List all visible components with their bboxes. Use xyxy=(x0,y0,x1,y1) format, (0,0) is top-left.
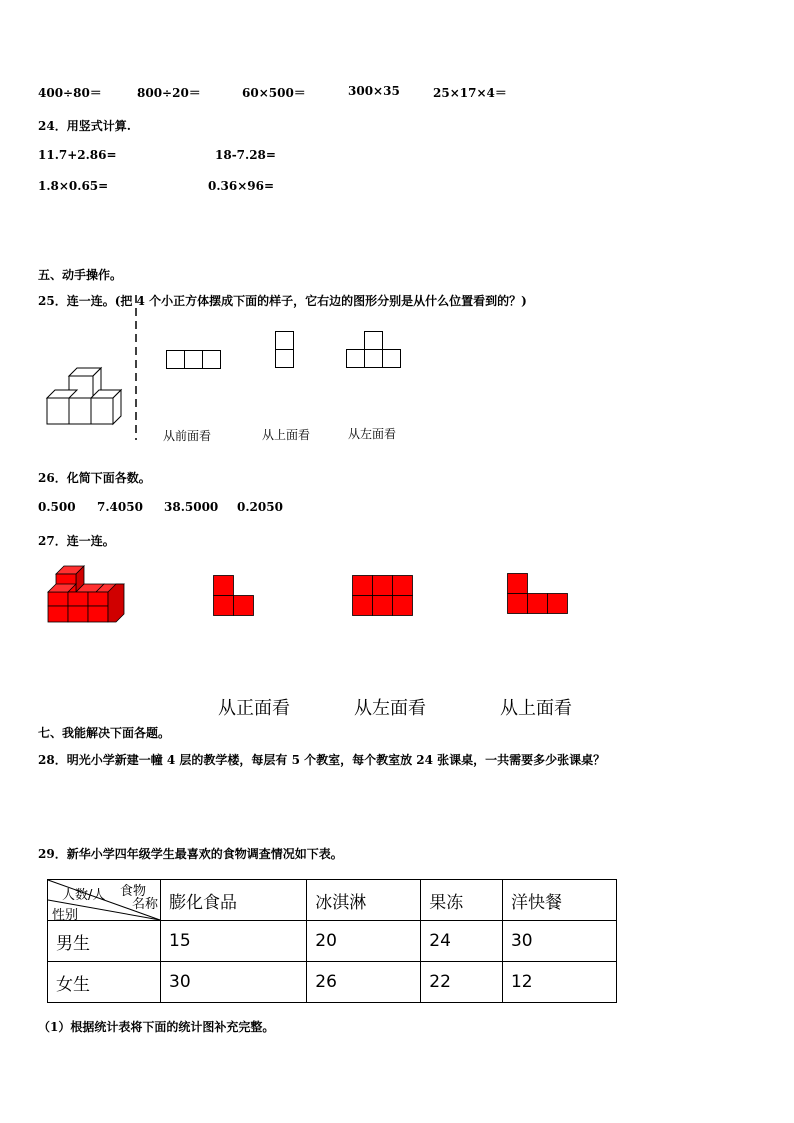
table-row xyxy=(48,921,617,962)
table-cell: 30 xyxy=(502,921,616,962)
corner-label-gender: 性别 xyxy=(52,908,79,923)
oral-expr-1: 400÷80＝ xyxy=(38,86,102,100)
table-corner-cell xyxy=(48,880,161,921)
red-cube-stack xyxy=(46,564,128,624)
view-t-shape xyxy=(346,331,404,371)
food-survey-table xyxy=(47,879,617,1003)
table-cell: 30 xyxy=(161,962,307,1003)
table-header-row xyxy=(48,880,617,921)
q24-title: 24．用竖式计算. xyxy=(38,119,131,133)
q27-label-left: 从左面看 xyxy=(354,698,426,719)
q26-number-3: 38.5000 xyxy=(164,500,219,514)
oral-expr-3: 60×500＝ xyxy=(242,86,306,100)
table-cell: 20 xyxy=(307,921,421,962)
row-label: 男生 xyxy=(48,921,161,962)
cube-stack-figure xyxy=(45,368,125,428)
section-7-heading: 七、我能解决下面各题。 xyxy=(38,726,171,740)
q24-item-4: 0.36×96= xyxy=(208,179,275,193)
q25-label-left: 从左面看 xyxy=(348,427,397,441)
q25-label-front: 从前面看 xyxy=(163,429,212,443)
corner-label-food: 食物 xyxy=(119,884,146,899)
red-view-l-shape xyxy=(213,575,255,617)
table-row xyxy=(48,962,617,1003)
q24-item-1: 11.7+2.86= xyxy=(38,148,117,162)
q24-item-3: 1.8×0.65= xyxy=(38,179,109,193)
q26-number-1: 0.500 xyxy=(38,500,76,514)
dashed-divider xyxy=(133,295,139,440)
column-header: 膨化食品 xyxy=(161,880,307,921)
row-label: 女生 xyxy=(48,962,161,1003)
column-header: 果冻 xyxy=(421,880,503,921)
column-header: 冰淇淋 xyxy=(307,880,421,921)
oral-expr-2: 800÷20＝ xyxy=(137,86,201,100)
q28-title: 28．明光小学新建一幢 4 层的教学楼，每层有 5 个教室，每个教室放 24 张课桌，一共需要多少张课桌？ xyxy=(38,753,606,767)
column-header: 洋快餐 xyxy=(502,880,616,921)
corner-label-count: 人数/人 xyxy=(62,888,106,903)
q25-label-top: 从上面看 xyxy=(262,428,311,442)
q27-title: 27．连一连。 xyxy=(38,534,115,548)
q25-title: 25．连一连。(把 4 个小正方体摆成下面的样子，它右边的图形分别是从什么位置看到的？) xyxy=(38,294,527,308)
red-view-long-l xyxy=(507,573,569,615)
q27-label-top: 从上面看 xyxy=(500,698,572,719)
table-cell: 26 xyxy=(307,962,421,1003)
q26-number-2: 7.4050 xyxy=(97,500,143,514)
view-two-stack xyxy=(275,331,295,371)
q24-item-2: 18-7.28= xyxy=(215,148,276,162)
section-5-heading: 五、动手操作。 xyxy=(38,268,123,282)
view-three-row xyxy=(166,350,222,370)
table-cell: 24 xyxy=(421,921,503,962)
oral-expr-4: 300×35 xyxy=(348,84,400,98)
q26-number-4: 0.2050 xyxy=(237,500,283,514)
q27-label-front: 从正面看 xyxy=(218,698,290,719)
table-cell: 15 xyxy=(161,921,307,962)
q29-title: 29．新华小学四年级学生最喜欢的食物调查情况如下表。 xyxy=(38,847,343,861)
oral-expr-5: 25×17×4＝ xyxy=(433,86,507,100)
red-view-block xyxy=(352,575,414,617)
table-cell: 22 xyxy=(421,962,503,1003)
table-cell: 12 xyxy=(502,962,616,1003)
corner-label-name: 名称 xyxy=(131,897,158,912)
q26-title: 26．化简下面各数。 xyxy=(38,471,151,485)
q29-sub1: （1）根据统计表将下面的统计图补充完整。 xyxy=(38,1020,275,1034)
